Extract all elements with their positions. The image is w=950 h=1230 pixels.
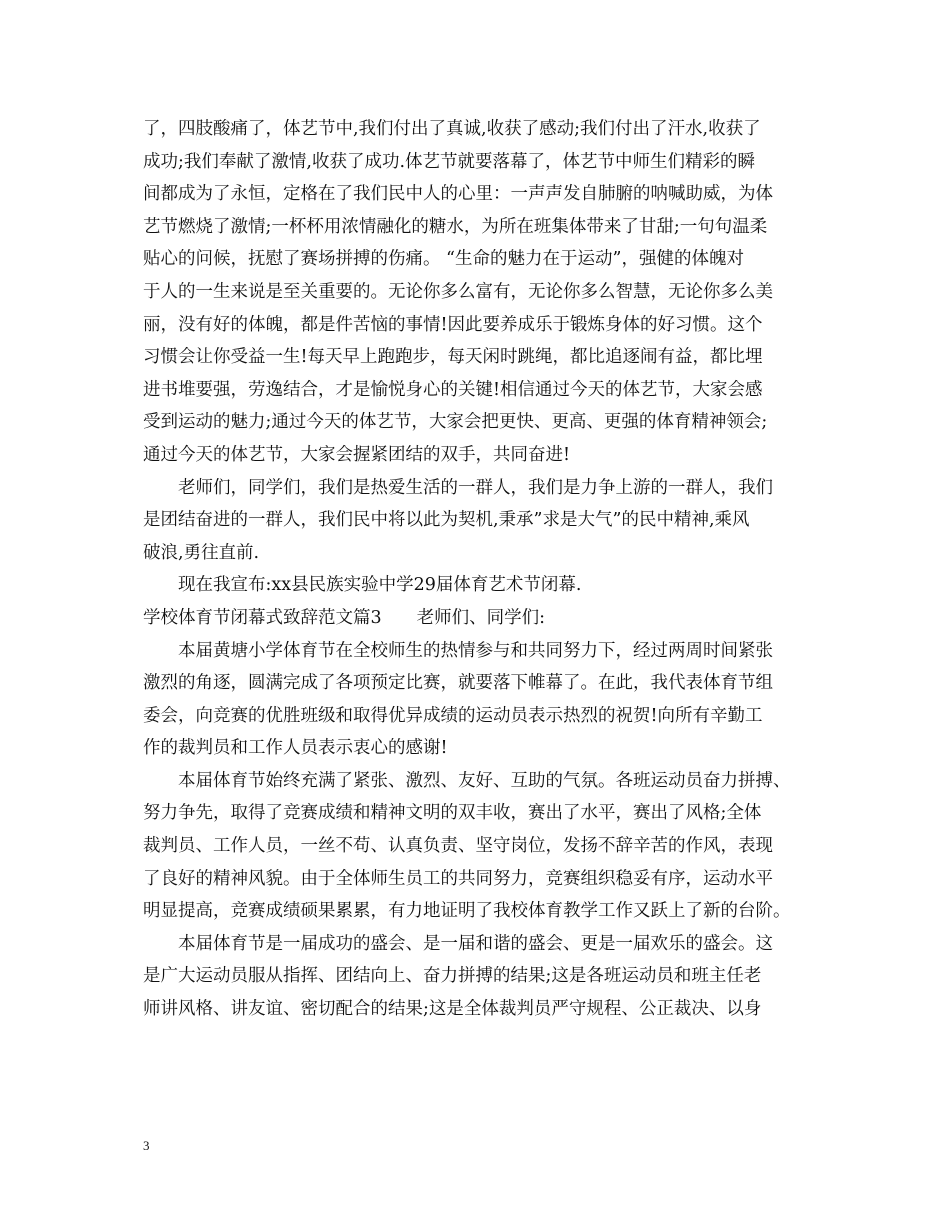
page-number: 3	[143, 1138, 150, 1153]
text-line: 本届体育节是一届成功的盛会、是一届和谐的盛会、更是一届欢乐的盛会。这	[143, 933, 773, 954]
text-line: 破浪,勇往直前.	[143, 542, 260, 563]
text-line: 师讲风格、讲友谊、密切配合的结果;这是全体裁判员严守规程、公正裁决、以身	[143, 999, 762, 1020]
text-line: 进书堆要强，劳逸结合，才是愉悦身心的关键!相信通过今天的体艺节，大家会感	[143, 379, 763, 400]
text-line: 间都成为了永恒，定格在了我们民中人的心里：一声声发自肺腑的呐喊助威，为体	[143, 184, 773, 205]
text-line: 是广大运动员服从指挥、团结向上、奋力拼搏的结果;这是各班运动员和班主任老	[143, 966, 762, 987]
text-line: 丽，没有好的体魄，都是件苦恼的事情!因此要养成乐于锻炼身体的好习惯。这个	[143, 314, 763, 335]
section-heading-line: 学校体育节闭幕式致辞范文篇3 老师们、同学们:	[143, 607, 546, 628]
text-line: 现在我宣布:xx县民族实验中学29届体育艺术节闭幕.	[143, 575, 582, 596]
text-line: 成功;我们奉献了激情,收获了成功.体艺节就要落幕了，体艺节中师生们精彩的瞬	[143, 151, 756, 172]
text-line: 老师们，同学们，我们是热爱生活的一群人，我们是力争上游的一群人，我们	[143, 477, 773, 498]
text-line: 本届体育节始终充满了紧张、激烈、友好、互助的气氛。各班运动员奋力拼搏、	[143, 770, 791, 791]
text-line: 努力争先，取得了竞赛成绩和精神文明的双丰收，赛出了水平，赛出了风格;全体	[143, 803, 762, 824]
text-line: 通过今天的体艺节，大家会握紧团结的双手，共同奋进!	[143, 444, 571, 465]
text-line: 习惯会让你受益一生!每天早上跑跑步，每天闲时跳绳，都比追逐闹有益，都比埋	[143, 347, 763, 368]
text-line: 裁判员、工作人员，一丝不苟、认真负责、坚守岗位，发扬不辞辛苦的作风，表现	[143, 836, 773, 857]
text-line: 艺节燃烧了激情;一杯杯用浓情融化的糖水，为所在班集体带来了甘甜;一句句温柔	[143, 216, 768, 237]
text-line: 受到运动的魅力;通过今天的体艺节，大家会把更快、更高、更强的体育精神领会;	[143, 412, 768, 433]
text-line: 贴心的问候，抚慰了赛场拼搏的伤痛。 “生命的魅力在于运动”，强健的体魄对	[143, 249, 744, 270]
text-line: 了，四肢酸痛了，体艺节中,我们付出了真诚,收获了感动;我们付出了汗水,收获了	[143, 119, 761, 139]
text-line: 了良好的精神风貌。由于全体师生员工的共同努力，竞赛组织稳妥有序，运动水平	[143, 868, 773, 889]
text-line: 委会，向竞赛的优胜班级和取得优异成绩的运动员表示热烈的祝贺!向所有辛勤工	[143, 705, 763, 726]
text-line: 于人的一生来说是至关重要的。无论你多么富有，无论你多么智慧，无论你多么美	[143, 281, 773, 302]
document-body	[143, 113, 833, 1026]
text-line: 明显提高，竞赛成绩硕果累累，有力地证明了我校体育教学工作又跃上了新的台阶。	[143, 901, 791, 922]
text-line: 本届黄塘小学体育节在全校师生的热情参与和共同努力下，经过两周时间紧张	[143, 640, 773, 661]
text-line: 作的裁判员和工作人员表示衷心的感谢!	[143, 738, 448, 759]
text-line: 是团结奋进的一群人，我们民中将以此为契机,秉承”求是大气”的民中精神,乘风	[143, 510, 750, 531]
text-line: 激烈的角逐，圆满完成了各项预定比赛，就要落下帷幕了。在此，我代表体育节组	[143, 673, 773, 694]
